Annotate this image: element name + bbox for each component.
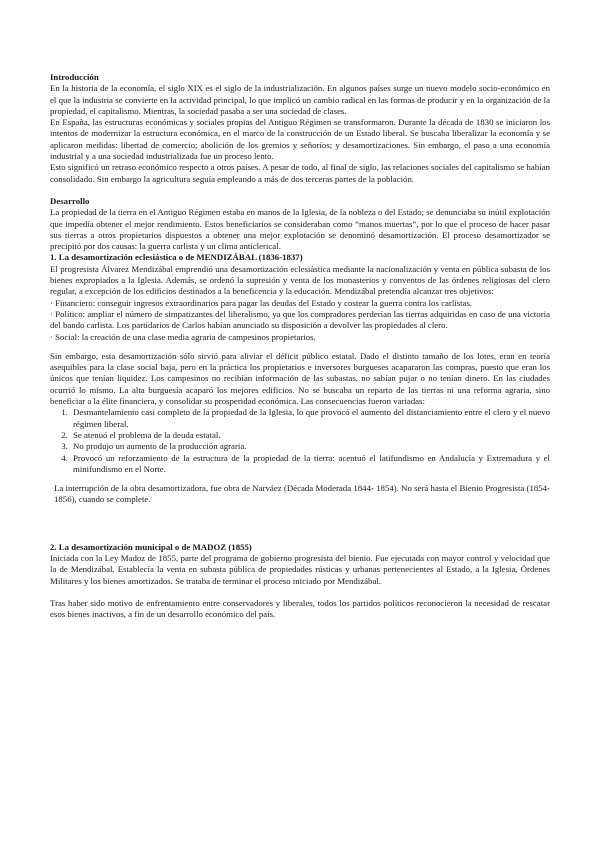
- consequence-2: 2. Se atenuó el problema de la deuda estatal.: [70, 430, 550, 441]
- consequence-3: 3. No produjo un aumento de la producción agraria.: [70, 441, 550, 452]
- intro-paragraph-3: Esto significó un retraso económico respecto a otros países. A pesar de todo, al final de siglo, las relaciones sociales del capitalismo se habían consolidado. Sin embargo la agricultura seguía empleando a más de dos terceras partes de la población.: [50, 162, 550, 184]
- consequences-list: [50, 407, 550, 475]
- spacer: [50, 475, 550, 483]
- section2-paragraph-1: Iniciada con la Ley Madoz de 1855, parte del programa de gobierno progresista del bienio. Fue ejecutada con mayor control y velocidad que la de Mendizábal. Establecía la venta en subasta pública de propiedades rústicas y urbanas pertenecientes al Estado, a la Iglesia, Órdenes Militares y los bienes amortizados. Se trataba de terminar el proceso iniciado por Mendizábal.: [50, 552, 550, 586]
- section2-heading: 2. La desamortización municipal o de MADOZ (1855): [50, 541, 252, 552]
- spacer: [50, 587, 550, 598]
- objective-social: · Social: la creación de una clase media agraria de campesinos propietarios.: [50, 331, 316, 342]
- intro-paragraph-1: En la historia de la economía, el siglo XIX es el siglo de la industrialización. En algunos países surge un nuevo modelo socio-económico en el que la industria se convierte en la actividad principal, lo que implicó un cambio radical en las formas de producir y en la organización de la propiedad, el capitalismo. Mientras, la sociedad pasaba a ser una sociedad de clases.: [50, 83, 550, 116]
- section1-paragraph-3: La interrupción de la obra desamortizadora, fue obra de Narváez (Década Moderada 1844- 1854). No será hasta el Bienio Progresista (1854-1856), cuando se complete.: [54, 483, 550, 505]
- spacer: [50, 185, 550, 196]
- document-page: [50, 72, 550, 620]
- spacer: [50, 343, 550, 351]
- objective-financial: · Financiero: conseguir ingresos extraordinarios para pagar las deudas del Estado y costear la guerra contra los carlistas.: [50, 297, 473, 308]
- section1-paragraph-2: Sin embargo, esta desamortización sólo sirvió para aliviar el déficit público estatal. Dado el distinto tamaño de los lotes, eran en teoría asequibles para la clase social baja, pero en la práctica los propietarios e inversores burgueses acapararon las compras, puesto que eran los únicos que tenían liquidez. Los campesinos no recibían información de las subastas, no sabían pujar o no tenían dinero. En las ciudades ocurrió lo mismo. La alta burguesía acaparó los mejores edificios. No se buscaba un reparto de las tierras ni una reforma agraria, sino beneficiar a la élite financiera, y consolidar su prosperidad económica. Las consecuencias fueron variadas:: [50, 350, 550, 407]
- section2-paragraph-2: Tras haber sido motivo de enfrentamiento entre conservadores y liberales, todos los partidos políticos reconocieron la necesidad de rescatar esos bienes inactivos, a fin de un desarrollo económico del país.: [50, 597, 550, 620]
- development-paragraph-1: La propiedad de la tierra en el Antiguo Régimen estaba en manos de la Iglesia, de la nobleza o del Estado; se denunciaba su inútil explotación que impedía obtener el mejor rendimiento. Estos beneficiarios se consideraban como “manos muertas”, por lo que el proceso de hacer pasar sus tierras a otros propietarios dispuestos a obtener una mejor explotación se denominó desamortización. El proceso desamortizador se precipitó por dos causas: la guerra carlista y un clima anticlerical.: [50, 207, 550, 252]
- spacer: [50, 506, 550, 542]
- consequence-4: 4. Provocó un reforzamiento de la estructura de la propiedad de la tierra: acentuó el latifundismo en Andalucía y Extremadura y el minifundismo en el Norte.: [70, 453, 550, 476]
- section1-heading: 1. La desamortización eclesiástica o de MENDIZÁBAL (1836-1837): [50, 252, 303, 263]
- section1-paragraph-1: El progresista Álvarez Mendizábal emprendió una desamortización eclesiástica mediante la nacionalización y venta en pública subasta de los bienes expropiados a la Iglesia. Además, se ordenó la supresión y venta de los monasterios y conventos de las órdenes religiosas del clero regular, a excepción de los edificios destinados a la beneficencia y la educación. Mendizábal pretendía alcanzar tres objetivos:: [50, 263, 550, 297]
- consequence-1: 1. Desmantelamiento casi completo de la propiedad de la Iglesia, lo que provocó el aumento del distanciamiento entre el clero y el nuevo régimen liberal.: [70, 407, 550, 430]
- development-heading: Desarrollo: [50, 195, 90, 206]
- objective-political: · Político: ampliar el número de simpatizantes del liberalismo, ya que los compradores perderían las tierras adquiridas en caso de una victoria del bando carlista. Los partidarios de Carlos habían anunciado su disposición a devolver las propiedades al clero.: [50, 308, 550, 331]
- intro-paragraph-2: En España, las estructuras económicas y sociales propias del Antiguo Régimen se transformaron. Durante la década de 1830 se iniciaron los intentos de modernizar la estructura económica, en el marco de la construcción de un Estado liberal. Se buscaba liberalizar la economía y se aplicaron medidas: libertad de comercio; abolición de los gremios y señoríos; y desamortizaciones. Sin embargo, el paso a una economía industrial y a una sociedad industrializada fue un proceso lento.: [50, 117, 550, 162]
- intro-heading: Introducción: [50, 72, 99, 82]
